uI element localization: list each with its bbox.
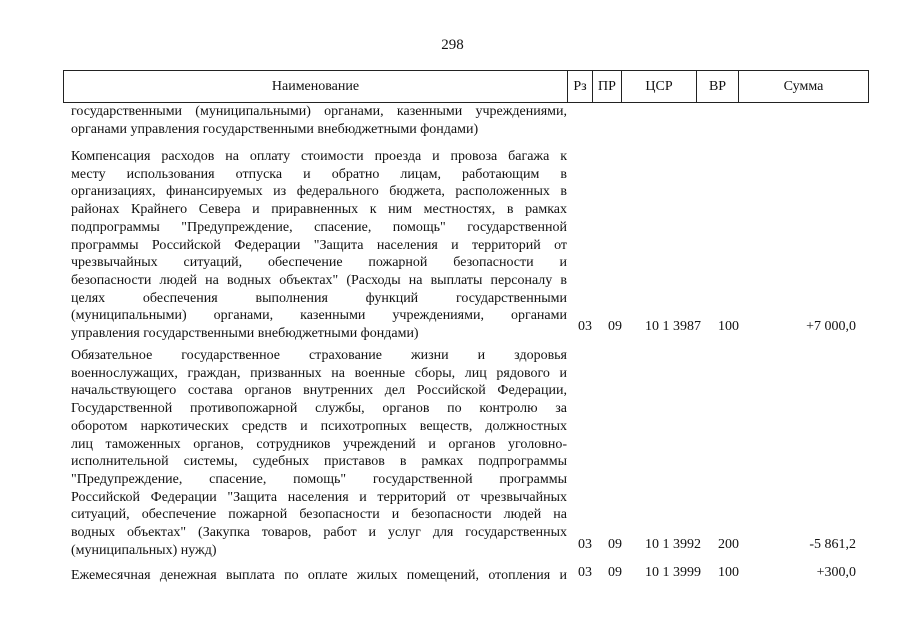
row-line: программы Российской Федерации "Защита населения и территорий от — [71, 237, 567, 253]
cell-vr: 200 — [718, 537, 739, 552]
cell-sum: +7 000,0 — [806, 319, 856, 334]
row-line: управления государственными внебюджетными фондами) — [71, 326, 419, 342]
cell-vr: 100 — [718, 319, 739, 334]
row-line: (муниципальных) нужд) — [71, 542, 217, 558]
cell-csr: 10 1 3987 — [645, 319, 701, 334]
row-line: Государственной противопожарной службы, органов по контролю за — [71, 401, 567, 417]
cell-rz: 03 — [578, 537, 592, 552]
row-line: ситуаций, обеспечение пожарной безопасности и безопасности людей на — [71, 507, 567, 523]
row-line: районах Крайнего Севера и приравненных к ним местностях, в рамках — [71, 202, 567, 218]
row-line: Ежемесячная денежная выплата по оплате жилых помещений, отопления и — [71, 568, 567, 583]
row-line: военнослужащих, граждан, призванных на военные сборы, лиц рядового и — [71, 365, 567, 381]
row-line: целях обеспечения выполнения функций государственными — [71, 290, 567, 306]
cell-rz: 03 — [578, 565, 592, 580]
cell-pr: 09 — [608, 319, 622, 334]
row-line: Обязательное государственное страхование жизни и здоровья — [71, 348, 567, 363]
row-line: оборотом наркотических средств и психотропных веществ, должностных — [71, 418, 567, 434]
row-line: безопасности людей на водных объектах" (Расходы на выплаты персоналу в — [71, 272, 567, 288]
row-line: Российской Федерации "Защита населения и территорий от чрезвычайных — [71, 489, 567, 505]
cell-csr: 10 1 3992 — [645, 537, 701, 552]
row-line: государственными (муниципальными) органами, казенными учреждениями, — [71, 104, 567, 119]
row-line: начальствующего состава органов внутренних дел Российской Федерации, — [71, 383, 567, 399]
cell-csr: 10 1 3999 — [645, 565, 701, 580]
row-line: "Предупреждение, спасение, помощь" государственной программы — [71, 471, 567, 487]
row-line: водных объектах" (Закупка товаров, работ и услуг для государственных — [71, 525, 567, 541]
row-line: организациях, финансируемых из федерального бюджета, расположенных в — [71, 184, 567, 200]
table-header — [63, 70, 869, 103]
cell-sum: -5 861,2 — [809, 537, 856, 552]
cell-pr: 09 — [608, 537, 622, 552]
header-vr: ВР — [697, 71, 739, 102]
row-line: Компенсация расходов на оплату стоимости проезда и провоза багажа к — [71, 149, 567, 164]
cell-sum: +300,0 — [816, 565, 856, 580]
header-sum: Сумма — [783, 79, 824, 94]
row-line: подпрограммы "Предупреждение, спасение, помощь" государственной — [71, 219, 567, 235]
header-rz: Рз — [568, 71, 593, 102]
cell-pr: 09 — [608, 565, 622, 580]
row-line: чрезвычайных ситуаций, обеспечение пожарной безопасности и — [71, 255, 567, 271]
row-name — [71, 567, 567, 585]
row-line: исполнительной системы, судебных приставов в рамках подпрограммы — [71, 454, 567, 470]
header-name: Наименование — [64, 71, 568, 102]
row-name — [71, 347, 567, 559]
cell-vr: 100 — [718, 565, 739, 580]
header-csr: ЦСР — [622, 71, 697, 102]
row-line: лиц таможенных органов, сотрудников учреждений и органов уголовно- — [71, 436, 567, 452]
page-number: 298 — [441, 37, 464, 53]
row-line: органами управления государственными внебюджетными фондами) — [71, 121, 479, 137]
row-line: (муниципальными) органами, казенными учреждениями, органами — [71, 308, 567, 324]
header-pr: ПР — [593, 71, 622, 102]
row-name — [71, 148, 567, 343]
cell-rz: 03 — [578, 319, 592, 334]
row-name — [71, 103, 567, 138]
row-line: месту использования отпуска и обратно лицам, работающим в — [71, 166, 567, 182]
